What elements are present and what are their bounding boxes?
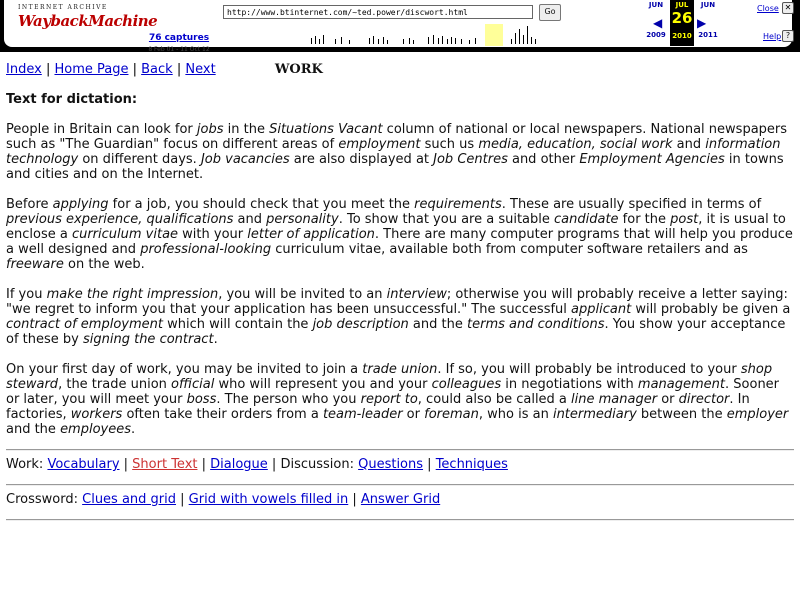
vocab-term: information technology [6, 137, 781, 167]
dictation-paragraph [6, 287, 794, 347]
text-run: and [672, 137, 706, 152]
text-run: such us [420, 137, 479, 152]
cal-next-month-label: JUN [700, 1, 716, 9]
sparkline-bar [469, 40, 470, 44]
section-heading: Text for dictation: [6, 92, 138, 107]
dictation-paragraph [6, 197, 794, 272]
wayback-logo[interactable] [18, 4, 158, 30]
sparkline-bar [531, 37, 532, 44]
text-run: , the trade union [58, 377, 172, 392]
captures-link[interactable]: 76 captures [148, 33, 210, 43]
text-run: in towns and cities and on the Internet. [6, 152, 784, 182]
vocab-term: make the right impression [46, 287, 219, 302]
work-label: Work: [6, 457, 44, 472]
vocab-term: colleagues [431, 377, 502, 392]
clues-link[interactable]: Clues and grid [82, 492, 177, 507]
text-run: People in Britain can look for [6, 122, 197, 137]
text-run: ; otherwise you will probably receive a letter saying: "we regret to inform you that your application has been unsuccessful." The successful [6, 287, 788, 317]
text-run: on the web. [63, 257, 145, 272]
wayback-logo-top: INTERNET ARCHIVE [18, 4, 108, 11]
cal-prev-year-label: 2009 [646, 31, 666, 39]
sparkline-bar [413, 40, 414, 44]
sparkline-bar [383, 37, 384, 44]
divider [6, 484, 794, 486]
text-run: between the [636, 407, 727, 422]
vocab-term: contract of employment [6, 317, 163, 332]
short-text-link[interactable]: Short Text [132, 457, 198, 472]
techniques-link[interactable]: Techniques [435, 457, 508, 472]
vocab-term: candidate [554, 212, 619, 227]
dictation-paragraph [6, 122, 794, 182]
vocab-term: Job vacancies [200, 152, 290, 167]
vocab-term: Situations Vacant [269, 122, 383, 137]
vocab-term: job description [312, 317, 409, 332]
text-run: If you [6, 287, 47, 302]
sparkline-bar [403, 39, 404, 44]
discussion-label: Discussion: [280, 457, 354, 472]
sparkline-bar [341, 37, 342, 44]
sparkline-bar [535, 39, 536, 44]
text-run: which will contain the [162, 317, 313, 332]
text-run: . Sooner or later, you will meet your [6, 377, 780, 407]
sparkline-bar [475, 38, 476, 44]
vocab-term: team-leader [322, 407, 403, 422]
vocab-term: shop steward [6, 362, 773, 392]
text-run: and the [6, 422, 61, 437]
sparkline-bar [451, 37, 452, 44]
dictation-text [6, 122, 794, 437]
sparkline-bar [409, 38, 410, 44]
nav-home-link[interactable]: Home Page [54, 62, 129, 77]
vocab-term: requirements [414, 197, 502, 212]
wayback-captures [144, 25, 214, 53]
sparkline-bar [349, 40, 350, 44]
vocab-term: interview [386, 287, 447, 302]
vocab-term: applying [52, 197, 109, 212]
sparkline-bar [335, 39, 336, 44]
text-run: are also displayed at [289, 152, 434, 167]
divider [6, 449, 794, 451]
vocab-term: freeware [6, 257, 64, 272]
text-run: who will represent you and your [214, 377, 432, 392]
text-run: . The person who you [216, 392, 361, 407]
vocab-term: trade union [362, 362, 438, 377]
wayback-close-link[interactable]: Close [757, 4, 779, 13]
work-links: Work: Vocabulary | Short Text | Dialogue | Discussion: Questions | Techniques [6, 457, 508, 472]
text-run: . There are many computer programs that will help you produce a well designed and [6, 227, 793, 257]
cal-current-day: 26 [671, 9, 693, 27]
sparkline-bar [519, 29, 520, 44]
cal-prev-month-label: JUN [648, 1, 664, 9]
cal-current-month: JUL [675, 1, 689, 9]
dialogue-link[interactable]: Dialogue [210, 457, 268, 472]
sparkline-bar [527, 26, 528, 44]
vocab-term: line manager [571, 392, 658, 407]
vocab-term: management [637, 377, 726, 392]
text-run: in the [223, 122, 270, 137]
sparkline-bar [373, 36, 374, 44]
wayback-url-input[interactable]: http://www.btinternet.com/~ted.power/discwort.html [223, 5, 533, 19]
sparkline-bar [438, 38, 439, 44]
text-run: , you will be invited to an [218, 287, 387, 302]
sparkline-bar [387, 40, 388, 44]
vocab-term: media, education, social work [478, 137, 673, 152]
sparkline-bar [311, 38, 312, 44]
sparkline-bar [515, 33, 516, 44]
text-run: . You show your acceptance of these by [6, 317, 786, 347]
vocab-term: previous experience, qualifications [6, 212, 234, 227]
text-run: , who is an [478, 407, 553, 422]
vocab-term: terms and conditions [467, 317, 605, 332]
text-run: . To show that you are a suitable [338, 212, 555, 227]
cal-next-month[interactable] [696, 1, 720, 39]
text-run: . These are usually specified in terms of [501, 197, 762, 212]
captures-range: 8 Feb 01 - 11 Oct 12 [148, 46, 210, 53]
sparkline-bar [442, 36, 443, 44]
sparkline-bar [378, 39, 379, 44]
text-run: . If so, you will probably be introduced to your [437, 362, 741, 377]
sparkline-bar [455, 38, 456, 44]
cal-current [670, 0, 694, 46]
sparkline-bar [523, 35, 524, 44]
text-run: and [233, 212, 267, 227]
vocab-term: report to [360, 392, 418, 407]
vocab-term: employment [338, 137, 421, 152]
text-run: for a job, you should check that you meet the [108, 197, 415, 212]
text-run: , could also be called a [417, 392, 572, 407]
text-run: or [657, 392, 679, 407]
sparkline-highlight [485, 24, 503, 46]
text-run: curriculum vitae, available both from computer software retailers and as [271, 242, 748, 257]
vowels-grid-link[interactable]: Grid with vowels filled in [188, 492, 349, 507]
crossword-links: Crossword: Clues and grid | Grid with vowels filled in | Answer Grid [6, 492, 441, 507]
vocab-term: boss [186, 392, 217, 407]
cal-next-year-label: 2011 [698, 31, 718, 39]
vocab-term: professional-looking [140, 242, 272, 257]
text-run: and the [408, 317, 467, 332]
divider [6, 519, 794, 521]
text-run: in negotiations with [501, 377, 638, 392]
vocab-term: foreman [424, 407, 479, 422]
wayback-go-button[interactable]: Go [539, 4, 561, 21]
nav-index-link[interactable]: Index [6, 62, 42, 77]
text-run: or [402, 407, 425, 422]
vocab-term: jobs [196, 122, 224, 137]
wayback-toolbar-panel [4, 0, 792, 53]
text-run: Before [6, 197, 53, 212]
prev-arrow-icon[interactable]: ◀ [653, 16, 663, 30]
text-run: and other [507, 152, 580, 167]
vocab-term: intermediary [552, 407, 637, 422]
cal-current-year: 2010 [672, 32, 692, 40]
close-icon[interactable]: ✕ [782, 2, 794, 14]
vocab-term: employees [60, 422, 132, 437]
sparkline-bar [319, 39, 320, 44]
page-content [6, 60, 794, 521]
nav-bar: Index | Home Page | Back | Next WORK [6, 62, 323, 77]
vocab-term: official [171, 377, 215, 392]
vocab-term: post [670, 212, 699, 227]
text-run: . [213, 332, 218, 347]
dictation-paragraph [6, 362, 794, 437]
vocab-term: Job Centres [433, 152, 508, 167]
vocab-term: Employment Agencies [579, 152, 725, 167]
vocab-term: letter of application [247, 227, 375, 242]
wayback-toolbar [0, 0, 800, 52]
vocab-term: employer [726, 407, 789, 422]
sparkline-bar [315, 36, 316, 44]
sparkline-bar [511, 39, 512, 44]
nav-next-link[interactable]: Next [185, 62, 216, 77]
vocab-term: director [678, 392, 730, 407]
sparkline-bar [428, 37, 429, 44]
sparkline-bar [433, 35, 434, 44]
text-run: column of national or local newspapers. National newspapers such as "The Guardian" focus on different areas of [6, 122, 788, 152]
page-title: WORK [274, 62, 323, 77]
help-icon[interactable]: ? [782, 30, 794, 42]
next-arrow-icon[interactable]: ▶ [697, 16, 707, 30]
text-run: . In factories, [6, 392, 750, 422]
vocab-term: applicant [571, 302, 632, 317]
text-run: with your [178, 227, 248, 242]
sparkline-bar [323, 35, 324, 44]
text-run: on different days. [78, 152, 201, 167]
vocab-term: signing the contract [82, 332, 214, 347]
wayback-logo-main: WaybackMachine [18, 12, 158, 30]
sparkline-bar [447, 39, 448, 44]
text-run: will probably be given a [631, 302, 791, 317]
text-run: . [131, 422, 136, 437]
sparkline-bar [369, 38, 370, 44]
vocab-term: workers [70, 407, 123, 422]
sparkline-bar [461, 39, 462, 44]
capture-sparkline[interactable] [223, 24, 633, 46]
nav-back-link[interactable]: Back [141, 62, 173, 77]
questions-link[interactable]: Questions [358, 457, 424, 472]
text-run: for the [618, 212, 671, 227]
vocabulary-link[interactable]: Vocabulary [47, 457, 120, 472]
wayback-help-link[interactable]: Help [763, 32, 782, 41]
vocab-term: curriculum vitae [71, 227, 179, 242]
text-run: often take their orders from a [122, 407, 323, 422]
crossword-label: Crossword: [6, 492, 78, 507]
text-run: On your first day of work, you may be invited to join a [6, 362, 363, 377]
text-run: , it is usual to enclose a [6, 212, 786, 242]
answer-grid-link[interactable]: Answer Grid [360, 492, 441, 507]
vocab-term: personality [266, 212, 339, 227]
